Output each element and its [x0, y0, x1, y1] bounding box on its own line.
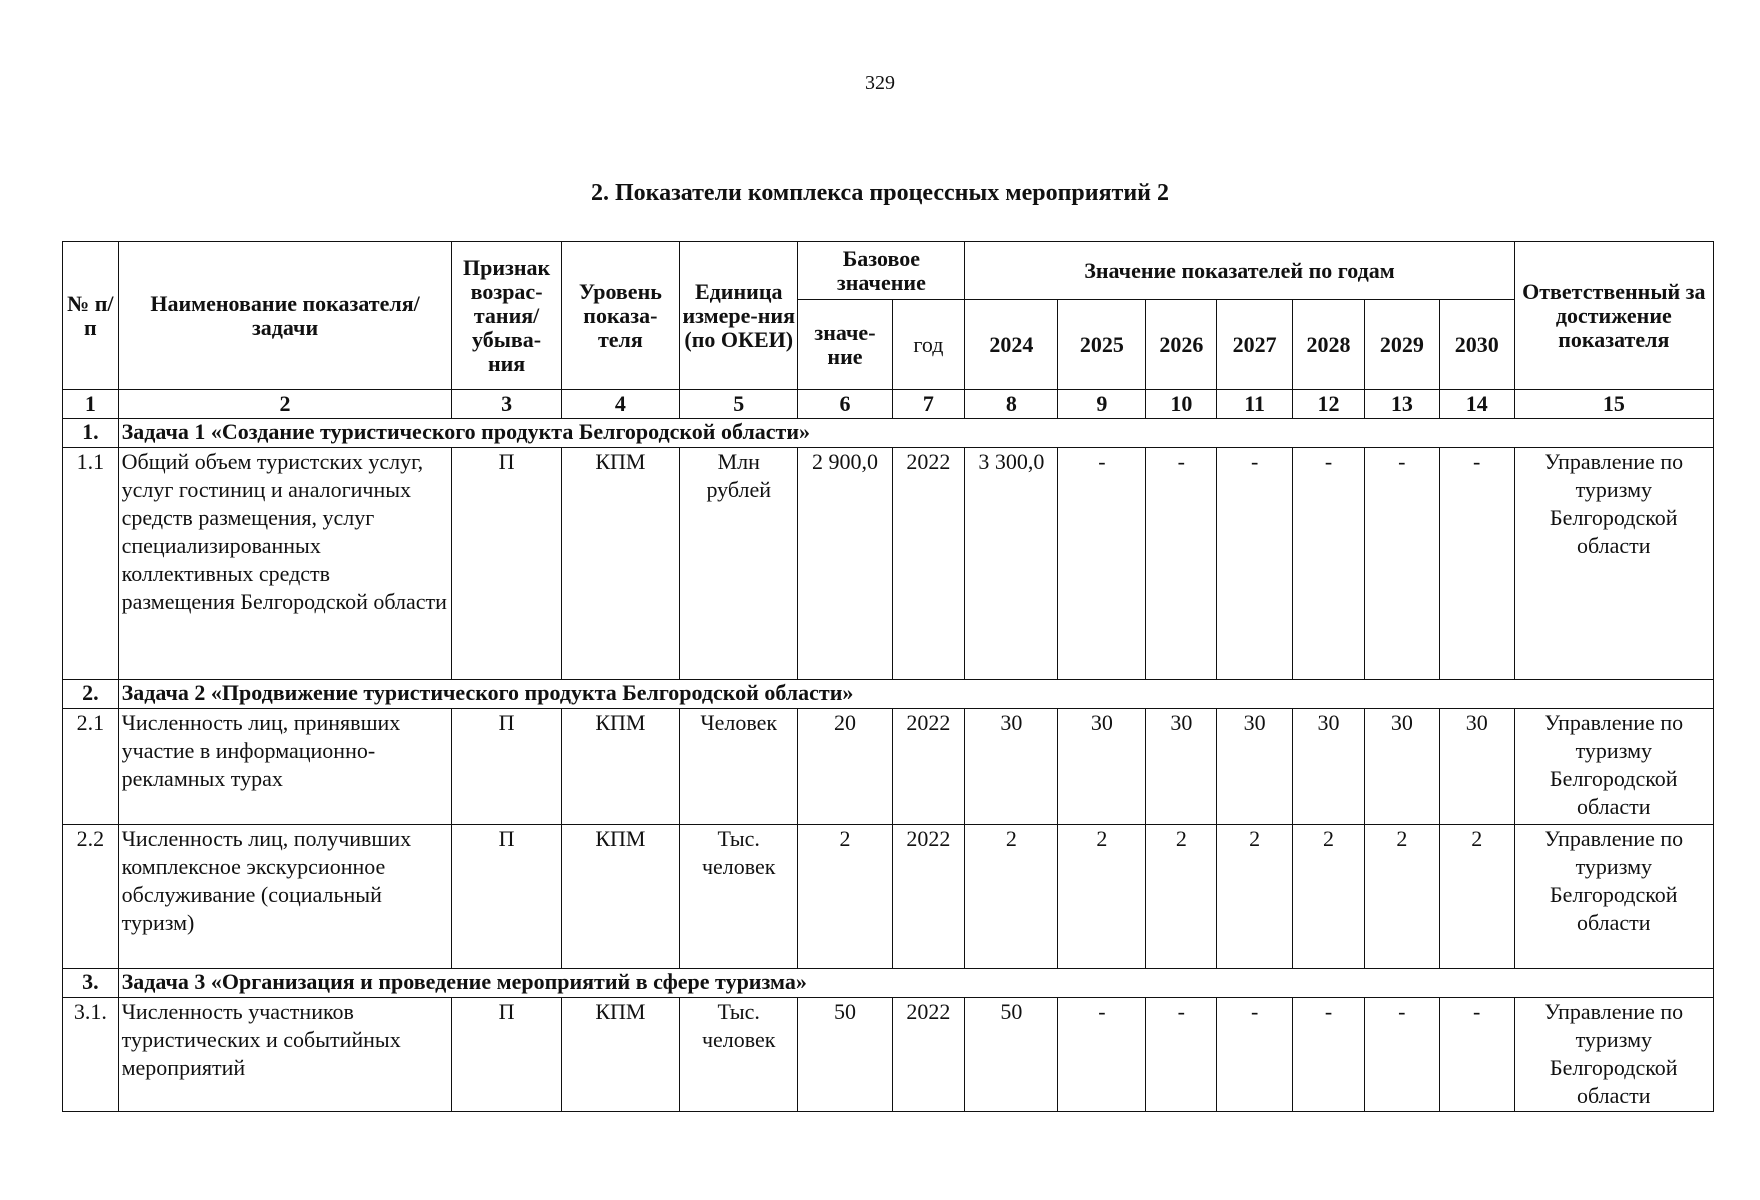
- year-value-cell: -: [1439, 998, 1514, 1112]
- column-number: 1: [63, 390, 119, 419]
- year-value-cell: 2: [1217, 825, 1293, 969]
- year-value-cell: 30: [1058, 709, 1146, 825]
- task-row: [63, 419, 1714, 448]
- indicator-name: Общий объем туристских услуг, услуг гостиниц и аналогичных средств размещения, услуг специализированных коллективных средств размещения Белгородской области: [118, 448, 452, 680]
- unit-cell: Тыс. человек: [680, 825, 798, 969]
- header-year: 2025: [1058, 300, 1146, 390]
- trend-cell: П: [452, 448, 561, 680]
- base-value-cell: 2 900,0: [798, 448, 892, 680]
- column-number: 8: [965, 390, 1058, 419]
- trend-cell: П: [452, 825, 561, 969]
- year-value-cell: 2: [965, 825, 1058, 969]
- responsible-cell: Управление по туризму Белгородской области: [1514, 998, 1713, 1112]
- year-value-cell: 3 300,0: [965, 448, 1058, 680]
- header-responsible: Ответственный за достижение показателя: [1514, 242, 1713, 390]
- table-row: [63, 709, 1714, 825]
- task-row: [63, 969, 1714, 998]
- year-value-cell: 30: [1217, 709, 1293, 825]
- base-year-cell: 2022: [892, 709, 965, 825]
- level-cell: КПМ: [561, 448, 679, 680]
- column-number: 12: [1293, 390, 1365, 419]
- year-value-cell: 50: [965, 998, 1058, 1112]
- year-value-cell: 30: [1364, 709, 1439, 825]
- year-value-cell: 2: [1293, 825, 1365, 969]
- row-number: 2.1: [63, 709, 119, 825]
- year-value-cell: 2: [1058, 825, 1146, 969]
- column-number: 11: [1217, 390, 1293, 419]
- header-year: 2027: [1217, 300, 1293, 390]
- row-number: 3.1.: [63, 998, 119, 1112]
- column-number: 6: [798, 390, 892, 419]
- year-value-cell: -: [1293, 448, 1365, 680]
- header-base-value: значе-ние: [798, 300, 892, 390]
- task-number: 1.: [63, 419, 119, 448]
- year-value-cell: 30: [1146, 709, 1217, 825]
- indicator-name: Численность лиц, получивших комплексное экскурсионное обслуживание (социальный туризм): [118, 825, 452, 969]
- header-name: Наименование показателя/задачи: [118, 242, 452, 390]
- year-value-cell: -: [1364, 998, 1439, 1112]
- task-row: [63, 680, 1714, 709]
- column-numbers-row: [63, 390, 1714, 419]
- indicators-table: [62, 241, 1714, 1112]
- column-number: 13: [1364, 390, 1439, 419]
- table-row: [63, 825, 1714, 969]
- header-row-1: [63, 242, 1714, 300]
- header-year: 2024: [965, 300, 1058, 390]
- header-level: Уровень показа-теля: [561, 242, 679, 390]
- year-value-cell: -: [1058, 998, 1146, 1112]
- base-year-cell: 2022: [892, 448, 965, 680]
- header-base-year: год: [892, 300, 965, 390]
- row-number: 2.2: [63, 825, 119, 969]
- year-value-cell: -: [1146, 998, 1217, 1112]
- year-value-cell: 30: [965, 709, 1058, 825]
- table-row: [63, 998, 1714, 1112]
- column-number: 10: [1146, 390, 1217, 419]
- header-years-group: Значение показателей по годам: [965, 242, 1514, 300]
- task-number: 3.: [63, 969, 119, 998]
- task-number: 2.: [63, 680, 119, 709]
- year-value-cell: 2: [1364, 825, 1439, 969]
- level-cell: КПМ: [561, 825, 679, 969]
- year-value-cell: -: [1058, 448, 1146, 680]
- header-unit: Единица измере-ния (по ОКЕИ): [680, 242, 798, 390]
- column-number: 9: [1058, 390, 1146, 419]
- base-value-cell: 2: [798, 825, 892, 969]
- column-number: 3: [452, 390, 561, 419]
- task-title: Задача 2 «Продвижение туристического продукта Белгородской области»: [118, 680, 1713, 709]
- year-value-cell: -: [1439, 448, 1514, 680]
- year-value-cell: 2: [1146, 825, 1217, 969]
- responsible-cell: Управление по туризму Белгородской области: [1514, 448, 1713, 680]
- header-trend: Признак возрас-тания/ убыва-ния: [452, 242, 561, 390]
- unit-cell: Человек: [680, 709, 798, 825]
- responsible-cell: Управление по туризму Белгородской области: [1514, 825, 1713, 969]
- base-value-cell: 20: [798, 709, 892, 825]
- header-num: № п/п: [63, 242, 119, 390]
- year-value-cell: 30: [1293, 709, 1365, 825]
- base-value-cell: 50: [798, 998, 892, 1112]
- header-year: 2028: [1293, 300, 1365, 390]
- level-cell: КПМ: [561, 998, 679, 1112]
- year-value-cell: -: [1217, 998, 1293, 1112]
- column-number: 7: [892, 390, 965, 419]
- year-value-cell: -: [1364, 448, 1439, 680]
- page-title: 2. Показатели комплекса процессных мероприятий 2: [590, 180, 1169, 206]
- header-year: 2030: [1439, 300, 1514, 390]
- column-number: 4: [561, 390, 679, 419]
- trend-cell: П: [452, 998, 561, 1112]
- task-title: Задача 1 «Создание туристического продукта Белгородской области»: [118, 419, 1713, 448]
- column-number: 5: [680, 390, 798, 419]
- unit-cell: Тыс. человек: [680, 998, 798, 1112]
- header-year: 2026: [1146, 300, 1217, 390]
- table-row: [63, 448, 1714, 680]
- year-value-cell: 2: [1439, 825, 1514, 969]
- year-value-cell: -: [1293, 998, 1365, 1112]
- year-value-cell: -: [1146, 448, 1217, 680]
- task-title: Задача 3 «Организация и проведение мероприятий в сфере туризма»: [118, 969, 1713, 998]
- base-year-cell: 2022: [892, 998, 965, 1112]
- header-base: Базовое значение: [798, 242, 965, 300]
- header-year: 2029: [1364, 300, 1439, 390]
- responsible-cell: Управление по туризму Белгородской области: [1514, 709, 1713, 825]
- trend-cell: П: [452, 709, 561, 825]
- level-cell: КПМ: [561, 709, 679, 825]
- unit-cell: Млн рублей: [680, 448, 798, 680]
- column-number: 15: [1514, 390, 1713, 419]
- indicator-name: Численность лиц, принявших участие в информационно-рекламных турах: [118, 709, 452, 825]
- row-number: 1.1: [63, 448, 119, 680]
- indicator-name: Численность участников туристических и событийных мероприятий: [118, 998, 452, 1112]
- column-number: 14: [1439, 390, 1514, 419]
- year-value-cell: -: [1217, 448, 1293, 680]
- year-value-cell: 30: [1439, 709, 1514, 825]
- base-year-cell: 2022: [892, 825, 965, 969]
- page-number: 329: [865, 72, 895, 94]
- column-number: 2: [118, 390, 452, 419]
